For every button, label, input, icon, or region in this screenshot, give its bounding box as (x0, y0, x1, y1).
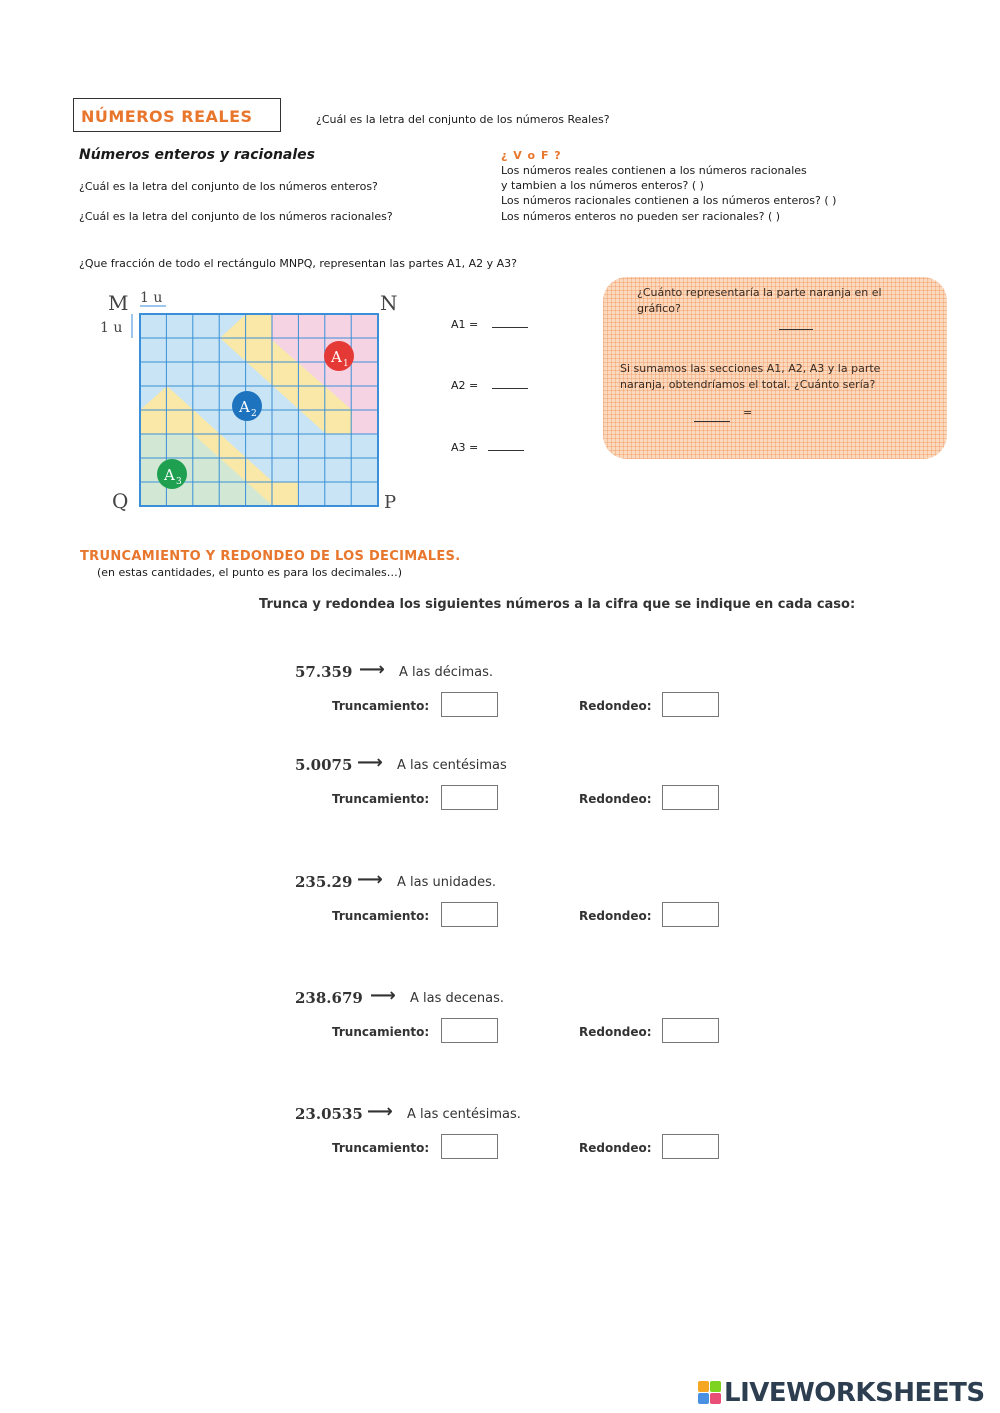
exercise-3-trunc-input[interactable] (441, 902, 498, 927)
unit-top-label: 1 u (140, 290, 163, 306)
exercise-2-round-input[interactable] (662, 785, 719, 810)
liveworksheets-logo-icon (698, 1381, 722, 1405)
orange-equals: = (743, 406, 753, 419)
exercise-4-arrow: ⟶ (370, 985, 396, 1006)
exercise-5-number: 23.0535 (295, 1105, 363, 1123)
exercise-1-trunc-input[interactable] (441, 692, 498, 717)
badge-a3-letter: A (164, 466, 175, 484)
badge-a1-letter: A (331, 348, 342, 366)
section2-title: TRUNCAMIENTO Y REDONDEO DE LOS DECIMALES. (80, 549, 461, 564)
rectangle-diagram (98, 282, 408, 512)
section2-instruction: Trunca y redondea los siguientes números a la cifra que se indique en cada caso: (259, 597, 856, 612)
vof-line-4: Los números enteros no pueden ser racionales? ( ) (501, 210, 781, 223)
exercise-4-trunc-input[interactable] (441, 1018, 498, 1043)
exercise-2-number: 5.0075 (295, 756, 353, 774)
exercise-1-round-input[interactable] (662, 692, 719, 717)
exercise-2-arrow: ⟶ (357, 752, 383, 773)
exercise-2-target: A las centésimas (397, 758, 507, 773)
badge-a1-sub: 1 (343, 359, 349, 369)
exercise-5-round-input[interactable] (662, 1134, 719, 1159)
page-title: NÚMEROS REALES (81, 107, 253, 126)
corner-q: Q (112, 489, 129, 512)
fraction-question: ¿Que fracción de todo el rectángulo MNPQ, representan las partes A1, A2 y A3? (79, 257, 517, 270)
exercise-5-arrow: ⟶ (367, 1101, 393, 1122)
exercise-1-trunc-label: Truncamiento: (332, 699, 430, 713)
exercise-2-trunc-label: Truncamiento: (332, 792, 430, 806)
vof-line-1: Los números reales contienen a los números racionales (501, 164, 807, 177)
exercise-3 (295, 869, 735, 942)
reales-question: ¿Cuál es la letra del conjunto de los números Reales? (316, 113, 610, 126)
exercise-1-target: A las décimas. (399, 665, 494, 680)
corner-m: M (108, 291, 129, 315)
exercise-3-arrow: ⟶ (357, 869, 383, 890)
answer-a3-label: A3 = (451, 441, 479, 454)
answer-a2-blank[interactable] (492, 388, 528, 389)
exercise-4-trunc-label: Truncamiento: (332, 1025, 430, 1039)
orange-question-box (603, 277, 947, 459)
orange-question-2: Si sumamos las secciones A1, A2, A3 y la parte naranja, obtendríamos el total. ¿Cuánto sería? (620, 362, 881, 391)
badge-a2-sub: 2 (251, 409, 257, 419)
exercise-3-number: 235.29 (295, 873, 353, 891)
answer-a1-label: A1 = (451, 318, 479, 331)
answer-a2-row (451, 379, 528, 392)
badge-a3-sub: 3 (176, 477, 182, 487)
enteros-question: ¿Cuál es la letra del conjunto de los números enteros? (79, 180, 378, 193)
exercise-4-target: A las decenas. (410, 991, 505, 1006)
exercise-4-number: 238.679 (295, 989, 363, 1007)
answer-a1-blank[interactable] (492, 327, 528, 328)
exercise-1-round-label: Redondeo: (579, 699, 652, 713)
exercise-4-round-input[interactable] (662, 1018, 719, 1043)
watermark-text: LIVEWORKSHEETS (724, 1378, 985, 1408)
exercise-3-trunc-label: Truncamiento: (332, 909, 430, 923)
watermark (698, 1378, 994, 1410)
answer-a3-blank[interactable] (488, 450, 524, 451)
orange-answer-1-blank[interactable] (779, 329, 813, 330)
corner-p: P (384, 492, 397, 512)
exercise-3-round-label: Redondeo: (579, 909, 652, 923)
answer-a2-label: A2 = (451, 379, 479, 392)
vof-title: ¿ V o F ? (501, 149, 562, 162)
exercise-2-trunc-input[interactable] (441, 785, 498, 810)
exercise-1-number: 57.359 (295, 663, 353, 681)
section1-subtitle: Números enteros y racionales (79, 147, 315, 163)
exercise-3-target: A las unidades. (397, 875, 496, 890)
exercise-4-round-label: Redondeo: (579, 1025, 652, 1039)
exercise-5 (295, 1101, 735, 1174)
orange-question-1: ¿Cuánto representaría la parte naranja en el gráfico? (637, 286, 882, 315)
exercise-3-round-input[interactable] (662, 902, 719, 927)
exercise-4 (295, 985, 735, 1058)
corner-n: N (380, 291, 398, 315)
unit-left-label: 1 u (100, 320, 123, 336)
vof-line-2: y tambien a los números enteros? ( ) (501, 179, 704, 192)
racionales-question: ¿Cuál es la letra del conjunto de los números racionales? (79, 210, 393, 223)
exercise-1 (295, 659, 735, 732)
badge-a2-letter: A (239, 398, 250, 416)
answer-a1-row (451, 318, 528, 331)
exercise-5-round-label: Redondeo: (579, 1141, 652, 1155)
vof-line-3: Los números racionales contienen a los números enteros? ( ) (501, 194, 837, 207)
exercise-5-trunc-label: Truncamiento: (332, 1141, 430, 1155)
exercise-5-trunc-input[interactable] (441, 1134, 498, 1159)
exercise-1-arrow: ⟶ (359, 659, 385, 680)
title-box (73, 98, 281, 132)
exercise-2-round-label: Redondeo: (579, 792, 652, 806)
rectangle-svg (98, 282, 408, 512)
exercise-2 (295, 752, 735, 825)
answer-a3-row (451, 441, 524, 454)
orange-answer-2-blank[interactable] (694, 421, 730, 422)
exercise-5-target: A las centésimas. (407, 1107, 521, 1122)
section2-note: (en estas cantidades, el punto es para los decimales…) (97, 566, 403, 579)
